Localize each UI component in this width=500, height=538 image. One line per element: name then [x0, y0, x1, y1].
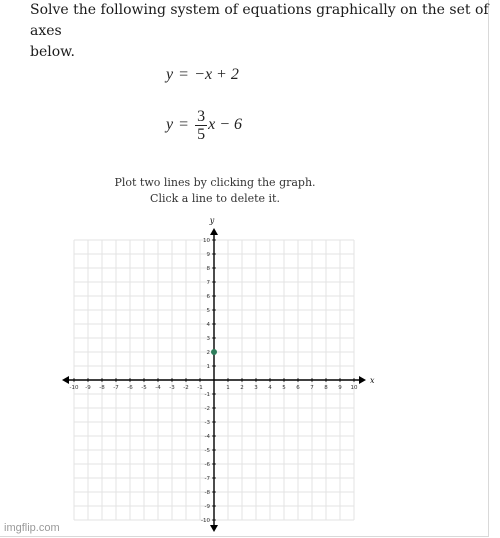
equation-1-lhs: y: [166, 66, 174, 83]
equation-1-equals: =: [179, 66, 189, 83]
y-tick-label: 5: [206, 308, 210, 314]
y-tick-label: -9: [204, 504, 210, 510]
equation-1-rhs: −x + 2: [194, 66, 239, 83]
equation-1: [166, 66, 239, 84]
graph-svg[interactable]: [58, 214, 378, 538]
y-tick-label: 3: [206, 336, 210, 342]
x-tick-label: -2: [183, 385, 189, 391]
question-prompt: [30, 0, 490, 63]
equation-2-equals: =: [179, 116, 189, 134]
y-tick-label: -5: [204, 448, 210, 454]
x-tick-label: -9: [85, 385, 91, 391]
y-tick-label: 10: [203, 238, 210, 244]
x-tick-label: -5: [141, 385, 147, 391]
x-tick-label: 3: [254, 385, 258, 391]
y-tick-label: -6: [204, 462, 210, 468]
x-tick-label: -10: [69, 385, 79, 391]
x-tick-label: -8: [99, 385, 105, 391]
equation-2: [166, 108, 242, 143]
y-tick-label: -1: [204, 392, 210, 398]
y-tick-label: 7: [206, 280, 210, 286]
x-tick-label: 5: [282, 385, 286, 391]
watermark-text: imgflip.com: [4, 522, 60, 534]
x-axis-right-arrow-icon: [359, 376, 366, 384]
x-tick-label: 7: [310, 385, 314, 391]
equation-2-fraction: [195, 108, 207, 143]
plotted-point[interactable]: [211, 349, 217, 355]
x-tick-label: -6: [127, 385, 133, 391]
x-tick-label: 2: [240, 385, 244, 391]
instruction-line-2: Click a line to delete it.: [150, 192, 280, 205]
y-tick-label: -8: [204, 490, 210, 496]
x-tick-label: 4: [268, 385, 272, 391]
x-tick-label: 9: [338, 385, 342, 391]
fraction-numerator: 3: [197, 108, 206, 125]
x-tick-label: -4: [155, 385, 161, 391]
graph-area[interactable]: [58, 214, 378, 538]
fraction-denominator: 5: [197, 126, 206, 143]
y-tick-label: -4: [204, 434, 210, 440]
y-tick-label: -7: [204, 476, 210, 482]
x-tick-label: 8: [324, 385, 328, 391]
y-tick-label: 6: [206, 294, 210, 300]
y-tick-label: 4: [206, 322, 210, 328]
y-axis-label: y: [209, 216, 215, 225]
x-tick-label: -3: [169, 385, 175, 391]
y-tick-label: -2: [204, 406, 210, 412]
y-tick-label: 8: [206, 266, 210, 272]
y-tick-label: 1: [206, 364, 210, 370]
x-tick-label: 1: [226, 385, 230, 391]
x-tick-label: -7: [113, 385, 119, 391]
x-tick-label: -1: [197, 385, 203, 391]
x-axis-left-arrow-icon: [62, 376, 69, 384]
x-tick-label: 6: [296, 385, 300, 391]
x-axis-label: x: [370, 376, 375, 385]
y-tick-label: -3: [204, 420, 210, 426]
x-tick-label: 10: [350, 385, 358, 391]
equation-2-rest: x − 6: [208, 116, 243, 134]
y-tick-label: -10: [201, 518, 210, 524]
instruction-line-1: Plot two lines by clicking the graph.: [114, 176, 316, 189]
y-axis-down-arrow-icon: [210, 525, 218, 532]
coordinate-plane[interactable]: [58, 214, 378, 538]
prompt-line-1: Solve the following system of equations graphically on the set of axes: [30, 2, 489, 39]
y-tick-label: 2: [206, 350, 210, 356]
y-axis-up-arrow-icon: [210, 228, 218, 235]
equation-2-lhs: y: [166, 116, 174, 134]
y-tick-label: 9: [206, 252, 210, 258]
prompt-line-2: below.: [30, 44, 75, 60]
